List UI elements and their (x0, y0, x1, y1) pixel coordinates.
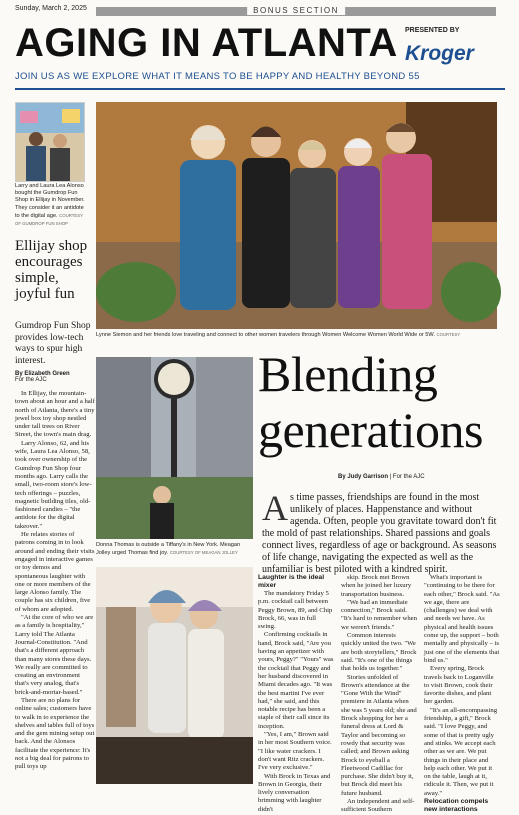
paragraph: skip. Brock met Brown when he joined her luxury transportation business. (341, 574, 412, 598)
gumdrop-shop-photo (15, 102, 85, 182)
paragraph: "We had an immediate connection," Brock said. "It's hard to remember when we weren't friends." (341, 598, 417, 631)
subhead: Relocation compels new interactions (424, 798, 489, 814)
women-travelers-photo (96, 102, 497, 329)
paragraph: Stories unfolded of Brown's attendance at the "Gone With the Wind" premiere in Atlanta when she was 5 years old; she and Brock shopping for her a funeral dress at Lord & Taylor and becoming so rowdy that security was called; and Brown asking Brock to eyeball a Fleetwood Cadillac for purchase. She didn't buy it, but Brock did meet his future husband. (341, 673, 417, 797)
paragraph: What's important is "continuing to be there for each other," Brock said. "As we age, there are (challenges) we deal with and needs we have. As physical and health issues come up, the support – both mentally and physically – is just one of the elements that bind us." (424, 574, 500, 664)
photo2-caption-text: Donna Thomas is outside a Tiffany's in New York. Meagan Jolley urged Thomas find joy. (96, 542, 241, 557)
feature-column-2 (341, 574, 417, 814)
sidebar-byline-name: By Elizabeth Green (15, 371, 70, 377)
paragraph: "At the core of who we are as a family is hospitality," Larry told The Atlanta Journal-Constitution. "And that's a different approach than many stores these days. We really are committed to creating an environment that's very analog, that's brick-and-mortar-based." (15, 614, 94, 696)
sidebar-photo-caption (15, 183, 89, 228)
tagline: JOIN US AS WE EXPLORE WHAT IT MEANS TO BE HAPPY AND HEALTHY BEYOND 55 (15, 71, 420, 82)
presented-by-label: PRESENTED BY (405, 27, 460, 34)
sponsor-logo[interactable] (403, 36, 503, 68)
headline-line-1: Blending (258, 346, 438, 402)
header-rule (15, 88, 505, 90)
paragraph: The mandatory Friday 5 p.m. cocktail call between Peggy Brown, 89, and Chip Brock, 66, was in full swing. (258, 590, 333, 631)
feature-headline (258, 346, 483, 458)
sidebar-deck: Gumdrop Fun Shop provides low-tech ways to spur high interest. (15, 321, 91, 366)
feature-byline: By Judy Garrison | For the AJC (338, 474, 425, 480)
sidebar-caption-text: Larry and Laura Lea Alonso bought the Gumdrop Fun Shop in Ellijay in November. They consider it an antidote to the digital age. (15, 183, 85, 219)
lede-text: s time passes, friendships are found in the most unlikely of places. Happenstance and without agenda. Often, people you gravitate toward don't fit the mold of past relationships. Shared passions and goals connect lives, regardless of age or background. As seasons of life change, navigating the expected as well as the unfamiliar is best piloted with a kindred spirit. (262, 492, 497, 575)
paragraph: Every spring, Brock travels back to Loganville to visit Brown, cook their favorite dishes, and plant her garden. (424, 665, 494, 706)
subhead: Laughter is the ideal mixer (258, 574, 325, 589)
photo2-caption (96, 542, 253, 557)
photo2-credit: COURTESY OF MEAGAN JOLLEY (169, 550, 238, 556)
sidebar-byline-org: For the AJC (15, 377, 47, 383)
paragraph: Larry Alonso, 62, and his wife, Laura Lea Alonso, 58, took over ownership of the Gumdrop Fun Shop four months ago. Larry calls the small, two-room store's low-tech offerings – puzzles, magnetic building tiles, old-fashioned candies – "the antidote for the digital takeover." (15, 439, 92, 530)
sidebar-headline: Ellijay shop encourages simple, joyful fun (15, 238, 88, 302)
sidebar-photo-credit: COURTESY OF GUMDROP FUN SHOP (15, 212, 83, 227)
sidebar-byline (15, 371, 70, 383)
headline-line-2: generations (258, 402, 483, 458)
paragraph: With Brock in Texas and Brown in Georgia, their lively conversation brimming with laughter didn't (258, 772, 331, 813)
section-bar (96, 7, 496, 16)
main-caption-text: Lynne Siemon and her friends love traveling and connect to other women travelers through Women Welcome Women World Wide or 5W. (96, 332, 435, 338)
paragraph: In Ellijay, the mountain-town about an hour and a half north of Atlanta, there's a tiny jewel box toy shop nestled under tall trees on River Street, the town's main drag. (15, 390, 95, 439)
tiffany-new-york-photo (96, 357, 253, 539)
feature-byline-org: For the AJC (392, 474, 425, 480)
sidebar-article-body (15, 390, 95, 784)
svg-text:Kroger: Kroger (405, 42, 474, 65)
main-photo-caption (96, 331, 497, 339)
feature-byline-name: By Judy Garrison (338, 474, 389, 480)
paragraph: Confirming cocktails in hand, Brock said, "Are you having an appetizer with yours, Peggy?" "Yours" was the cocktail that Peggy and her husband discovered in Miami decades ago. "It was the best martini I've ever had," she said, and this notable recipe has been a staple of their call since its inception. (258, 631, 334, 730)
feature-lede (262, 488, 500, 576)
paragraph: "It's an all-encompassing friendship, a gift," Brock said. "I love Peggy, and some of that is pretty ugly and stinks. We accept each other as we are. We put things in their place and help each other. We put it on the table, laugh at it, ridicule it. Then, we put it away." (424, 706, 498, 797)
main-photo-credit: COURTESY (436, 332, 461, 337)
masthead: AGING IN ATLANTA (15, 21, 398, 65)
feature-column-3 (424, 574, 500, 814)
paragraph: An independent and self-sufficient Southern (341, 798, 415, 814)
issue-date: Sunday, March 2, 2025 (15, 5, 87, 12)
section-label: BONUS SECTION (247, 6, 345, 15)
paragraph: He relates stories of patrons coming in to look around and ending their visits engaged in interactive games or toy demos and spontaneous laughter with one or more members of the large Alonso family. The couple has six children, five of whom are adopted. (15, 531, 95, 613)
paragraph: There are no plans for online sales; customers have to walk in to experience the shelves and tables full of toys and the gem mining setup out back. And the Alonsos facilitate the experience: It's not a big deal for patrons to pull toys up (15, 696, 95, 771)
friends-restaurant-photo (96, 567, 253, 784)
paragraph: Common interests quickly united the two. "We are both storytellers," Brock said. "It's one of the things that holds us together." (341, 632, 417, 673)
drop-cap: A (262, 488, 288, 528)
paragraph: "Yes, I am," Brown said in her most Southern voice. "I like water crackers. I don't want Ritz crackers. I've very exclusive." (258, 731, 332, 772)
feature-column-1 (258, 574, 334, 813)
